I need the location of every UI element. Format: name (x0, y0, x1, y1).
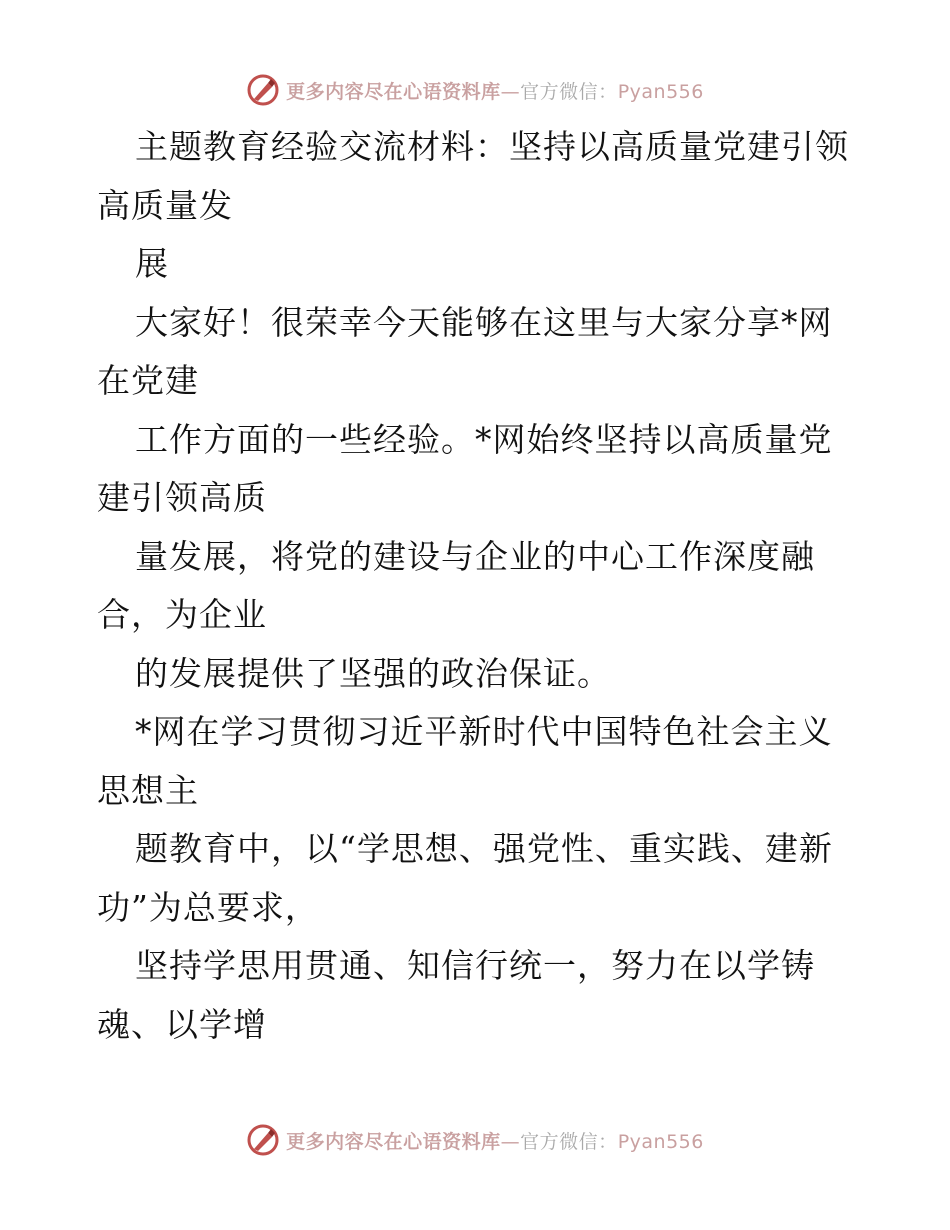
watermark-text (286, 1127, 704, 1154)
text-line: 主题教育经验交流材料：坚持以高质量党建引领 (135, 127, 849, 166)
text-line: 量发展，将党的建设与企业的中心工作深度融 (135, 536, 815, 576)
text-line: 思想主 (97, 770, 199, 810)
pen-logo-icon (246, 73, 280, 107)
text-line: *网在学习贯彻习近平新时代中国特色社会主义 (135, 712, 833, 751)
watermark-official-label: 官方微信： (520, 1130, 618, 1153)
watermark-dash: — (500, 1130, 521, 1153)
text-line: 坚持学思用贯通、知信行统一，努力在以学铸 (135, 946, 815, 985)
text-line: 在党建 (97, 361, 199, 400)
footer-watermark (0, 1122, 950, 1158)
pen-logo-icon (246, 1123, 280, 1157)
watermark-site-name: 更多内容尽在心语资料库 (286, 80, 501, 103)
text-line: 工作方面的一些经验。*网始终坚持以高质量党 (135, 419, 833, 459)
watermark-site-name: 更多内容尽在心语资料库 (286, 1130, 501, 1153)
header-watermark (0, 72, 950, 108)
text-line: 高质量发 (97, 185, 233, 225)
text-line: 魂、以学增 (97, 1004, 267, 1044)
watermark-official-label: 官方微信： (520, 80, 618, 103)
watermark-wechat-id: Pyan556 (617, 80, 704, 103)
text-line: 大家好！很荣幸今天能够在这里与大家分享*网 (135, 302, 833, 342)
text-line: 合，为企业 (97, 595, 267, 634)
document-body (97, 118, 897, 1054)
text-line: 建引领高质 (97, 478, 267, 517)
watermark-dash: — (500, 80, 521, 103)
watermark-text (286, 77, 704, 104)
text-line: 功”为总要求， (97, 887, 319, 927)
text-line: 题教育中，以“学思想、强党性、重实践、建新 (135, 829, 833, 868)
text-line: 的发展提供了坚强的政治保证。 (135, 653, 611, 693)
watermark-wechat-id: Pyan556 (617, 1130, 704, 1153)
text-line: 展 (135, 244, 169, 283)
